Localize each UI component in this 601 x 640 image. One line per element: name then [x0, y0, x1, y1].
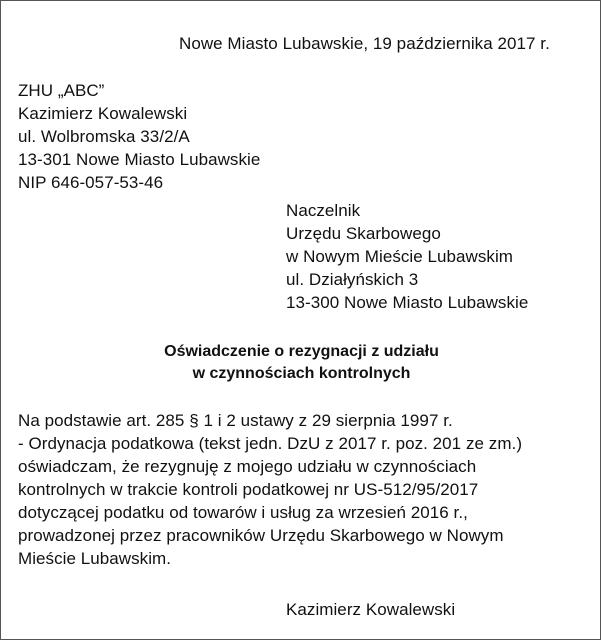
recipient-office: Urzędu Skarbowego [286, 224, 441, 243]
signature: Kazimierz Kowalewski [286, 600, 456, 619]
body-line: Mieście Lubawskim. [18, 549, 172, 568]
place-date: Nowe Miasto Lubawskie, 19 października 2017 r. [179, 34, 550, 53]
body-line: kontrolnych w trakcie kontroli podatkowej nr US-512/95/2017 [18, 480, 479, 499]
body-line: - Ordynacja podatkowa (tekst jedn. DzU z 2017 r. poz. 201 ze zm.) [18, 434, 523, 453]
title-line-2: w czynnościach kontrolnych [192, 365, 411, 382]
body-line: prowadzonej przez pracowników Urzędu Skarbowego w Nowym [18, 526, 504, 545]
body-line: Na podstawie art. 285 § 1 i 2 ustawy z 29 sierpnia 1997 r. [18, 411, 453, 430]
recipient-location: w Nowym Mieście Lubawskim [286, 247, 514, 266]
recipient-city: 13-300 Nowe Miasto Lubawskie [286, 293, 529, 312]
title-line-1: Oświadczenie o rezygnacji z udziału [164, 343, 439, 360]
sender-street: ul. Wolbromska 33/2/A [18, 127, 190, 146]
body-line: dotyczącej podatku od towarów i usług za wrzesień 2016 r., [18, 503, 468, 522]
recipient-title: Naczelnik [286, 201, 361, 220]
sender-nip: NIP 646-057-53-46 [18, 173, 164, 192]
recipient-street: ul. Działyńskich 3 [286, 270, 419, 289]
sender-name: ZHU „ABC” [18, 81, 105, 100]
body-line: oświadczam, że rezygnuję z mojego udziału w czynnościach [18, 457, 477, 476]
sender-person: Kazimierz Kowalewski [18, 104, 188, 123]
sender-city: 13-301 Nowe Miasto Lubawskie [18, 150, 261, 169]
